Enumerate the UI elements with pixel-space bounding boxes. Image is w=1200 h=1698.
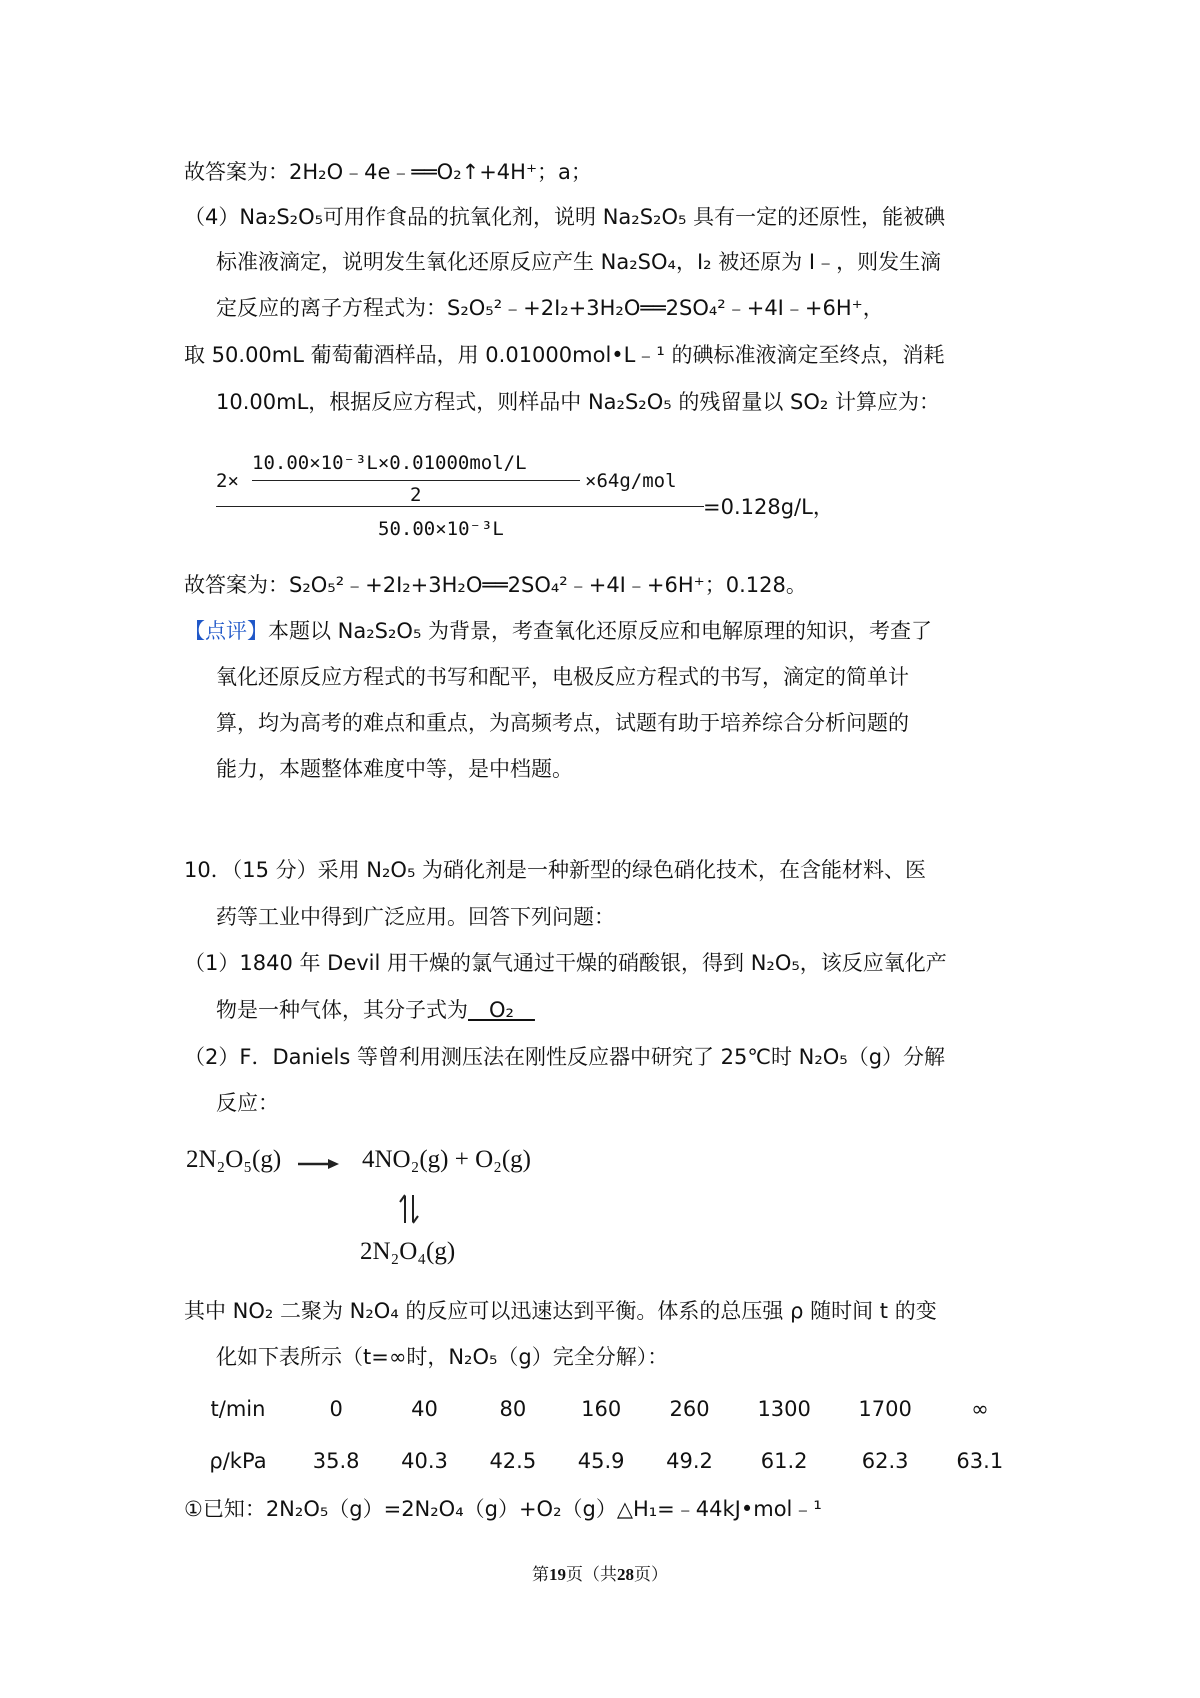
table-cell: 260 xyxy=(669,1397,710,1421)
question10-part2-line-3: 其中 NO₂ 二聚为 N₂O₄ 的反应可以迅速达到平衡。体系的总压强 ρ 随时间 t 的变 xyxy=(184,1299,937,1323)
table-cell: 40 xyxy=(411,1397,438,1421)
question10-part1-line-1: （1）1840 年 Devil 用干燥的氯气通过干燥的硝酸银，得到 N₂O₅，该反应氧化产 xyxy=(184,951,947,975)
comment-line-3: 算，均为高考的难点和重点，为高频考点，试题有助于培养综合分析问题的 xyxy=(216,711,909,735)
table-cell: 1300 xyxy=(757,1397,811,1421)
comment-text-1: 本题以 Na₂S₂O₅ 为背景，考查氧化还原反应和电解原理的知识，考查了 xyxy=(268,619,933,643)
footer-post: 页） xyxy=(634,1565,668,1584)
formula-denominator: 50.00×10⁻³L xyxy=(378,518,504,540)
table-cell: 35.8 xyxy=(312,1449,360,1473)
table-cell: 63.1 xyxy=(956,1449,1004,1473)
table-cell: 45.9 xyxy=(577,1449,625,1473)
table-row-header: ρ/kPa xyxy=(209,1449,267,1473)
pressure-time-table xyxy=(184,1383,1024,1487)
formula-num-suffix: ×64g/mol xyxy=(585,470,677,492)
comment-tag: 【点评】 xyxy=(184,619,268,643)
table-cell: 80 xyxy=(499,1397,527,1421)
table-cell: 160 xyxy=(581,1397,622,1421)
part4-line-3: 定反应的离子方程式为：S₂O₅²﹣+2I₂+3H₂O══2SO₄²﹣+4I﹣+6H⁺， xyxy=(216,296,884,320)
table-cell: 40.3 xyxy=(401,1449,448,1473)
formula-inner-numerator: 10.00×10⁻³L×0.01000mol/L xyxy=(252,452,527,474)
part1-answer: O₂ xyxy=(468,998,535,1022)
part4-line-1: （4）Na₂S₂O₅可用作食品的抗氧化剂，说明 Na₂S₂O₅ 具有一定的还原性，能被碘 xyxy=(184,205,946,229)
forward-arrow-icon xyxy=(298,1158,340,1170)
footer-total-pages: 28 xyxy=(617,1565,634,1584)
part4-line-2: 标准液滴定，说明发生氧化还原反应产生 Na₂SO₄，I₂ 被还原为 I﹣，则发生滴 xyxy=(216,250,942,274)
formula-main-bar xyxy=(216,506,704,507)
question10-line-1: 10．（15 分）采用 N₂O₅ 为硝化剂是一种新型的绿色硝化技术，在含能材料、医 xyxy=(184,858,927,882)
formula-num-prefix: 2× xyxy=(216,470,239,492)
footer-pre: 第 xyxy=(532,1565,549,1584)
question10-part2-line-4: 化如下表所示（t=∞时，N₂O₅（g）完全分解）： xyxy=(216,1345,669,1369)
part4-line-4: 取 50.00mL 葡萄葡酒样品，用 0.01000mol•L﹣¹ 的碘标准液滴定至终点，消耗 xyxy=(184,343,945,367)
part1-prompt: 物是一种气体，其分子式为 xyxy=(216,998,468,1022)
table-cell: ∞ xyxy=(971,1397,989,1421)
reaction-dimer: 2N₂O₄(g) xyxy=(360,1238,456,1265)
table-cell: 61.2 xyxy=(760,1449,808,1473)
table-cell: 0 xyxy=(329,1397,343,1421)
table-row-header: t/min xyxy=(210,1397,266,1421)
footer-page-number: 19 xyxy=(549,1565,566,1584)
reaction-reactant: 2N₂O₅(g) xyxy=(186,1146,282,1173)
formula-inner-bar xyxy=(252,480,580,481)
table-cell: 49.2 xyxy=(666,1449,713,1473)
comment-line-4: 能力，本题整体难度中等，是中档题。 xyxy=(216,757,573,781)
answer-line-1: 故答案为：2H₂O﹣4e﹣══O₂↑+4H⁺；a； xyxy=(184,160,592,184)
known-condition-line: ①已知：2N₂O₅（g）=2N₂O₄（g）+O₂（g）△H₁=﹣44kJ•mol﹣¹ xyxy=(184,1497,822,1521)
reaction-products: 4NO₂(g) + O₂(g) xyxy=(362,1146,531,1173)
question10-line-2: 药等工业中得到广泛应用。回答下列问题： xyxy=(216,905,615,929)
part4-line-5: 10.00mL，根据反应方程式，则样品中 Na₂S₂O₅ 的残留量以 SO₂ 计算应为： xyxy=(216,390,940,414)
comment-line-2: 氧化还原反应方程式的书写和配平，电极反应方程式的书写，滴定的简单计 xyxy=(216,665,909,689)
table-cell: 62.3 xyxy=(861,1449,909,1473)
comment-line-1 xyxy=(184,616,932,646)
formula-inner-denominator: 2 xyxy=(410,484,422,506)
table-cell: 42.5 xyxy=(489,1449,537,1473)
answer-line-2: 故答案为：S₂O₅²﹣+2I₂+3H₂O══2SO₄²﹣+4I﹣+6H⁺；0.128。 xyxy=(184,573,807,597)
question10-part2-line-2: 反应： xyxy=(216,1091,279,1115)
table-row xyxy=(184,1435,1024,1487)
footer-mid: 页（共 xyxy=(566,1565,617,1584)
table-row xyxy=(184,1383,1024,1435)
question10-part1-line-2 xyxy=(216,995,535,1025)
page-footer xyxy=(0,1560,1200,1585)
formula-result: =0.128g/L， xyxy=(703,495,834,519)
equilibrium-arrows-icon xyxy=(396,1192,422,1226)
question10-part2-line-1: （2）F．Daniels 等曾利用测压法在刚性反应器中研究了 25℃时 N₂O₅（g）分解 xyxy=(184,1045,946,1069)
table-cell: 1700 xyxy=(858,1397,912,1421)
